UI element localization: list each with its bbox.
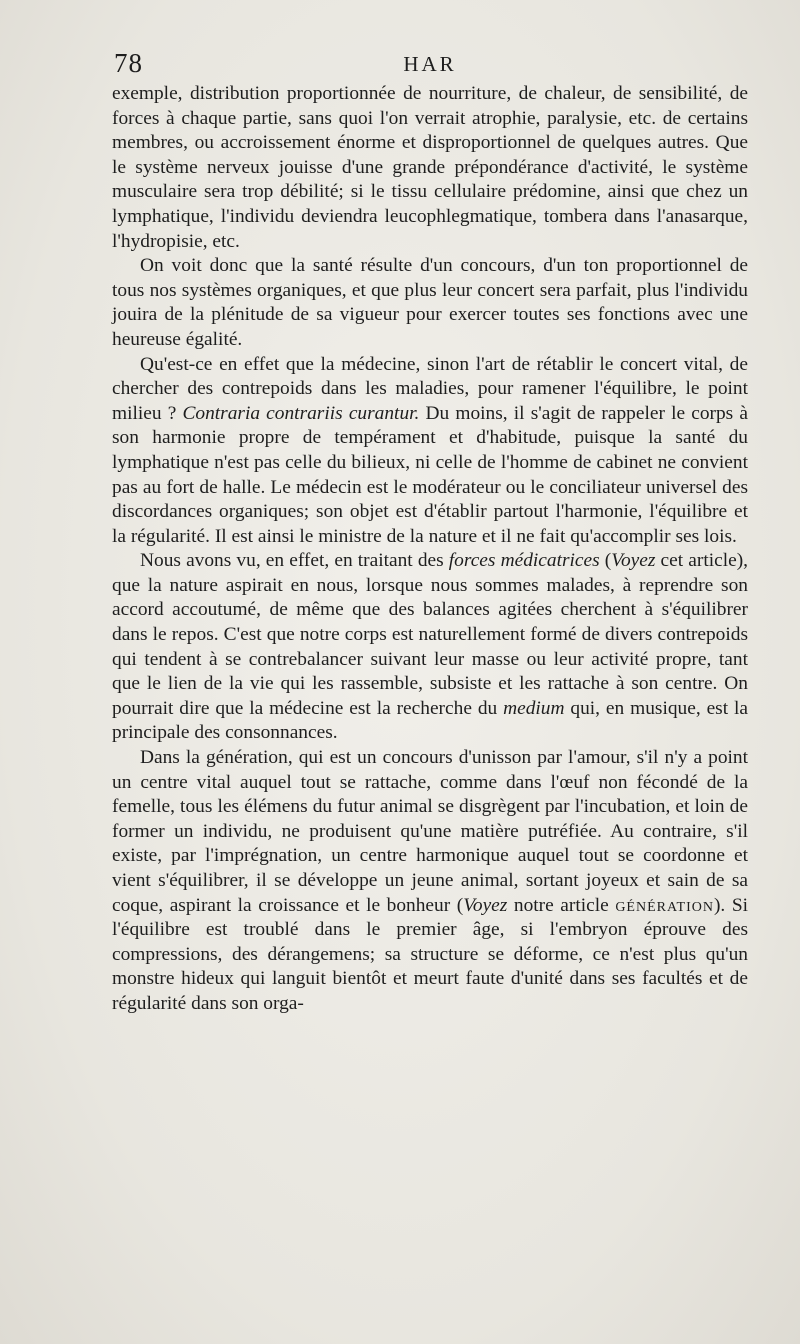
text-run: notre article	[507, 894, 616, 916]
italic-text: forces médicatrices	[448, 550, 600, 572]
text-run: Du moins, il s'agit de rappeler le corps à son harmonie propre de tempérament et d'habitude, puisque la santé du lymphatique n'est pas celle du bilieux, ni celle de l'homme de cabinet ne convient pas au fort de halle. Le médecin est le modérateur ou le conciliateur universel des discordances organiques; son objet est d'établir partout l'harmonie, l'équilibre et la régularité. Il est ainsi le ministre de la nature et il ne fait qu'accomplir ses lois.	[112, 402, 748, 547]
text-run: (	[599, 550, 612, 572]
paragraph	[112, 82, 748, 254]
italic-text: medium	[503, 697, 565, 719]
small-caps-text: génération	[615, 894, 714, 916]
italic-text: Voyez	[611, 550, 656, 572]
paragraph	[112, 746, 748, 1017]
text-run: cet article), que la nature aspirait en nous, lorsque nous sommes malades, à reprendre son accord accoutumé, de même que des balances agitées cherchent à s'équilibrer dans le repos. C'est que notre corps est naturellement formé de divers contrepoids qui tendent à se contrebalancer suivant leur masse ou leur activité propre, tant que le lien de la vie qui les rassemble, subsiste et les rattache à son centre. On pourrait dire que la médecine est la recherche du	[112, 550, 749, 719]
paragraph	[112, 549, 748, 746]
italic-text: Contraria contrariis curantur.	[182, 402, 420, 424]
page-header	[110, 48, 750, 84]
italic-text: Voyez	[463, 894, 508, 916]
paragraph	[112, 254, 748, 352]
text-run: On voit donc que la santé résulte d'un concours, d'un ton proportionnel de tous nos systèmes organiques, et que plus leur concert sera parfait, plus l'individu jouira de la plénitude de sa vigueur pour exercer toutes ses fonctions avec une heureuse égalité.	[112, 255, 748, 350]
text-run: Dans la génération, qui est un concours d'unisson par l'amour, s'il n'y a point un centre vital auquel tout se rattache, comme dans l'œuf non fécondé de la femelle, tous les élémens du futur animal se disgrègent par l'incubation, et loin de former un individu, ne produisent qu'une matière putréfiée. Au contraire, s'il existe, par l'imprégnation, un centre harmonique auquel tout se coordonne et vient s'équilibrer, il se développe un jeune animal, sortant joyeux et sain de sa coque, aspirant la croissance et le bonheur (	[112, 747, 748, 916]
text-run: Nous avons vu, en effet, en traitant des	[140, 550, 449, 572]
text-run: qui, en musique, est la principale des consonnances.	[112, 697, 748, 744]
paragraph	[112, 353, 748, 550]
text-run: ). Si l'équilibre est troublé dans le premier âge, si l'embryon éprouve des compressions, des dérangemens; sa structure se déforme, ce n'est plus qu'un monstre hideux qui languit bientôt et meurt faute d'unité dans ses facultés et de régularité dans son orga-	[112, 894, 749, 1014]
running-head: HAR	[403, 52, 457, 76]
page-number: 78	[114, 48, 143, 78]
text-run: exemple, distribution proportionnée de nourriture, de chaleur, de sensibilité, de forces à chaque partie, sans quoi l'on verrait atrophie, paralysie, etc. de certains membres, ou accroissement énorme et disproportionnel de quelques autres. Que le système nerveux jouisse d'une grande prépondérance d'activité, le système musculaire sera trop débilité; si le tissu cellulaire prédomine, ainsi que chez un lymphatique, l'individu deviendra leucophlegmatique, tombera dans l'anasarque, l'hydropisie, etc.	[112, 83, 748, 252]
text-run: Qu'est-ce en effet que la médecine, sinon l'art de rétablir le concert vital, de chercher des contrepoids dans les maladies, pour ramener l'équilibre, le point milieu ?	[112, 353, 748, 424]
body-text	[112, 82, 748, 1017]
